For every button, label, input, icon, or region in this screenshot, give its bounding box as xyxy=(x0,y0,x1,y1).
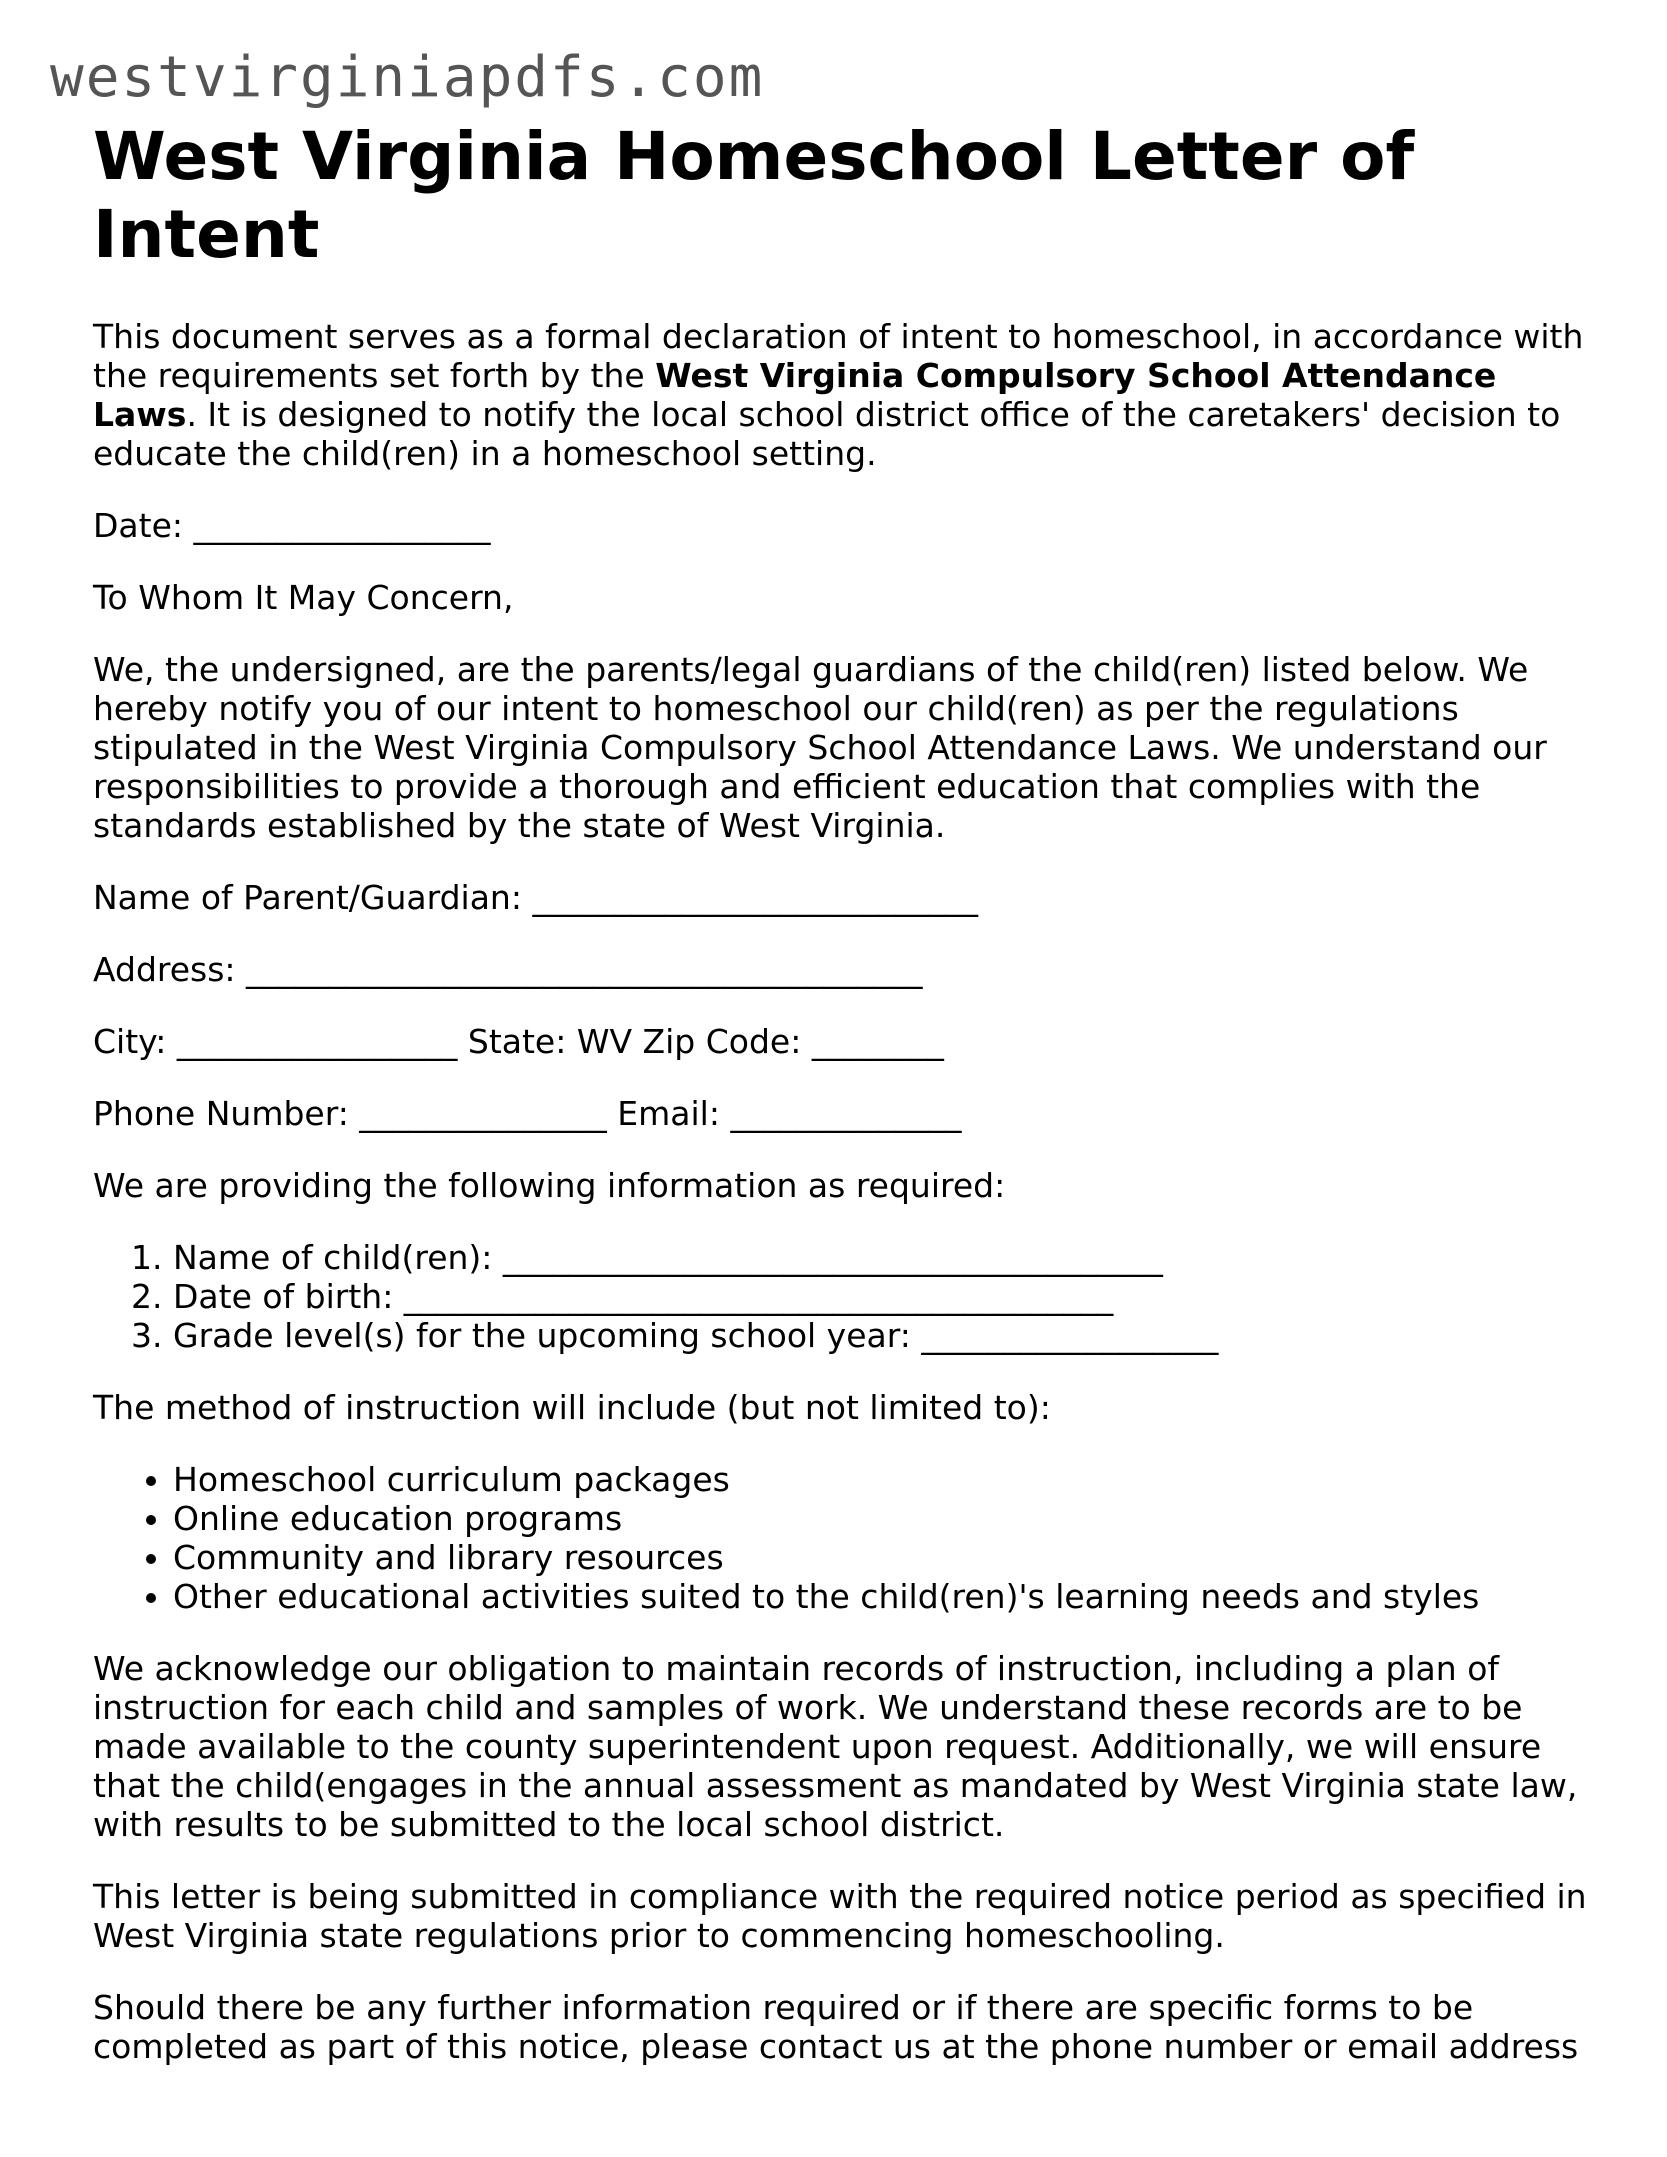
list-item: • Other educational activities suited to the child(ren)'s learning needs and styles xyxy=(173,1577,1593,1616)
intro-text-end: . It is designed to notify the local school district office of the caretakers' decision to educate the child(ren) in a homeschool setting. xyxy=(93,395,1561,473)
address-field: Address: _________________________________________ xyxy=(93,950,923,989)
records-paragraph: We acknowledge our obligation to maintain records of instruction, including a plan of instruction for each child and samples of work. We understand these records are to be made available to the county superintendent upon request. Additionally, we will ensure that the child(engages in the annual assessment as mandated by West Virginia state law, with results to be submitted to the local school district. xyxy=(93,1649,1578,1844)
declaration-paragraph: We, the undersigned, are the parents/legal guardians of the child(ren) listed below. We hereby notify you of our intent to homeschool our child(ren) as per the regulations stipulated in the West Virginia Compulsory School Attendance Laws. We understand our responsibilities to provide a thorough and efficient education that complies with the standards established by the state of West Virginia. xyxy=(93,650,1547,845)
document-title: West Virginia Homeschool Letter of Intent xyxy=(93,118,1415,273)
list-item: • Community and library resources xyxy=(173,1538,1593,1577)
watermark: westvirginiapdfs.com xyxy=(50,45,765,110)
document-page xyxy=(93,118,1593,2099)
info-intro: We are providing the following information as required: xyxy=(93,1166,1006,1205)
document-body xyxy=(93,317,1593,2066)
date-field: Date: __________________ xyxy=(93,506,491,545)
list-item: 2. Date of birth: ___________________________________________ xyxy=(173,1277,1593,1316)
salutation: To Whom It May Concern, xyxy=(93,578,514,617)
intro-law-name: West Virginia Compulsory School Attendance Laws xyxy=(93,356,1497,434)
intro-paragraph xyxy=(93,317,1593,473)
required-info-list xyxy=(93,1238,1593,1355)
list-item: • Homeschool curriculum packages xyxy=(173,1460,1593,1499)
list-item: 3. Grade level(s) for the upcoming school year: __________________ xyxy=(173,1316,1593,1355)
parent-name-field: Name of Parent/Guardian: ___________________________ xyxy=(93,878,978,917)
compliance-paragraph: This letter is being submitted in compliance with the required notice period as specified in West Virginia state regulations prior to commencing homeschooling. xyxy=(93,1877,1587,1955)
list-item: • Online education programs xyxy=(173,1499,1593,1538)
instruction-methods-list xyxy=(93,1460,1593,1616)
city-state-zip-field: City: _________________ State: WV Zip Code: ________ xyxy=(93,1022,944,1061)
list-item: 1. Name of child(ren): ________________________________________ xyxy=(173,1238,1593,1277)
contact-paragraph: Should there be any further information required or if there are specific forms to be completed as part of this notice, please contact us at the phone number or email address xyxy=(93,1988,1579,2066)
phone-email-field: Phone Number: _______________ Email: ______________ xyxy=(93,1094,962,1133)
method-intro: The method of instruction will include (but not limited to): xyxy=(93,1388,1051,1427)
intro-text-start: This document serves as a formal declaration of intent to homeschool, in accordance with the requirements set forth by the xyxy=(93,317,1584,395)
